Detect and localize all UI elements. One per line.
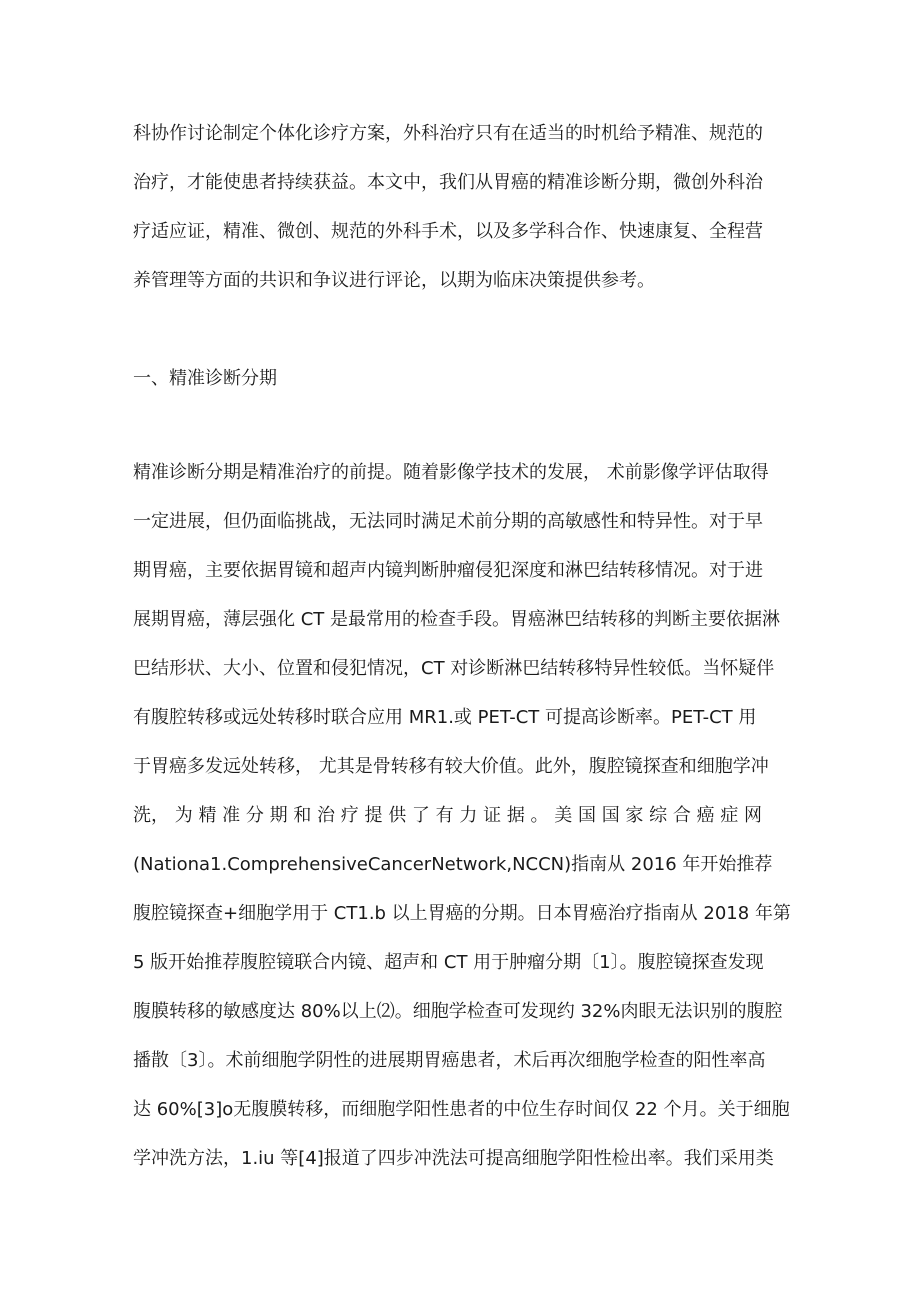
body-line-9: (Nationa1.ComprehensiveCancerNetwork,NCCN)指南从 2016 年开始推荐 bbox=[133, 854, 773, 875]
intro-line-1: 科协作讨论制定个体化诊疗方案，外科治疗只有在适当的时机给予精准、规范的 bbox=[133, 123, 763, 144]
body-line-13: 播散〔3〕。术前细胞学阴性的进展期胃癌患者，术后再次细胞学检查的阳性率高 bbox=[133, 1050, 766, 1071]
body-line-2: 一定进展，但仍面临挑战，无法同时满足术前分期的高敏感性和特异性。对于早 bbox=[133, 511, 763, 532]
body-line-12: 腹膜转移的敏感度达 80%以上⑵。细胞学检查可发现约 32%肉眼无法识别的腹腔 bbox=[133, 1001, 783, 1022]
intro-line-3: 疗适应证，精准、微创、规范的外科手术，以及多学科合作、快速康复、全程营 bbox=[133, 221, 763, 242]
body-line-1: 精准诊断分期是精准治疗的前提。随着影像学技术的发展， 术前影像学评估取得 bbox=[133, 462, 769, 483]
body-line-11: 5 版开始推荐腹腔镜联合内镜、超声和 CT 用于肿瘤分期〔1〕。腹腔镜探查发现 bbox=[133, 952, 764, 973]
body-line-15: 学冲洗方法，1.iu 等[4]报道了四步冲洗法可提高细胞学阳性检出率。我们采用类 bbox=[133, 1148, 774, 1169]
body-line-8: 洗， 为 精 准 分 期 和 治 疗 提 供 了 有 力 证 据 。 美 国 国 家 综 合 癌 症 网 bbox=[133, 805, 763, 826]
body-line-4: 展期胃癌，薄层强化 CT 是最常用的检查手段。胃癌淋巴结转移的判断主要依据淋 bbox=[133, 609, 781, 630]
intro-line-2: 治疗，才能使患者持续获益。本文中，我们从胃癌的精准诊断分期，微创外科治 bbox=[133, 172, 763, 193]
body-line-6: 有腹腔转移或远处转移时联合应用 MR1.或 PET-CT 可提高诊断率。PET-CT 用 bbox=[133, 707, 757, 728]
body-line-3: 期胃癌，主要依据胃镜和超声内镜判断肿瘤侵犯深度和淋巴结转移情况。对于进 bbox=[133, 560, 763, 581]
body-line-5: 巴结形状、大小、位置和侵犯情况，CT 对诊断淋巴结转移特异性较低。当怀疑伴 bbox=[133, 658, 775, 679]
section-heading: 一、精准诊断分期 bbox=[133, 368, 277, 389]
body-line-10: 腹腔镜探查+细胞学用于 CT1.b 以上胃癌的分期。日本胃癌治疗指南从 2018 年第 bbox=[133, 903, 791, 924]
body-line-7: 于胃癌多发远处转移， 尤其是骨转移有较大价值。此外，腹腔镜探查和细胞学冲 bbox=[133, 756, 769, 777]
body-line-14: 达 60%[3]o无腹膜转移，而细胞学阳性患者的中位生存时间仅 22 个月。关于细胞 bbox=[133, 1099, 790, 1120]
intro-line-4: 养管理等方面的共识和争议进行评论，以期为临床决策提供参考。 bbox=[133, 270, 655, 291]
